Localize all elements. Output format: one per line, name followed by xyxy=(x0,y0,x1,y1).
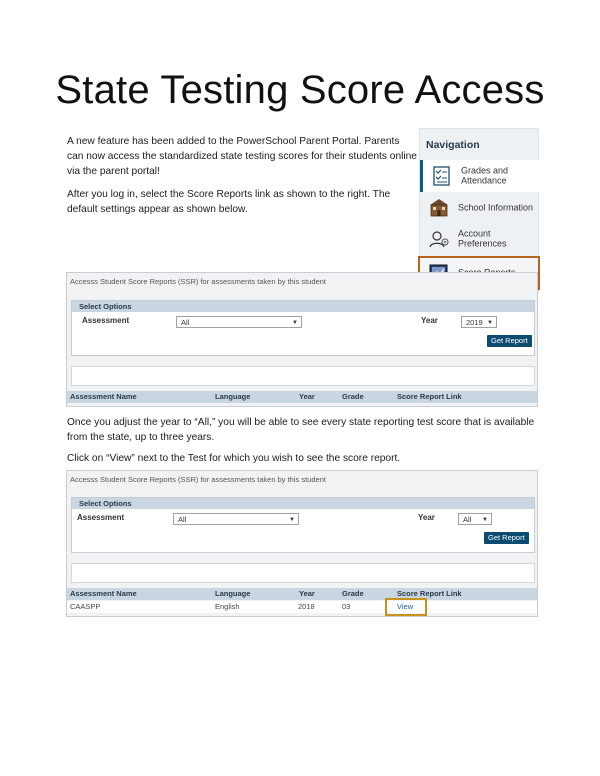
assessment-select-value: All xyxy=(178,515,187,524)
assessment-select[interactable] xyxy=(176,316,302,328)
results-spacer xyxy=(71,366,535,386)
chevron-down-icon: ▼ xyxy=(292,320,298,326)
cell-assessment-name: CAASPP xyxy=(70,602,101,611)
column-header-grade: Grade xyxy=(342,589,364,598)
nav-item-label: Grades and Attendance xyxy=(461,165,509,185)
intro-paragraph-1: A new feature has been added to the PowerSchool Parent Portal. Parents can now access the standardized state testing scores for their students online via the parent portal! xyxy=(67,136,417,178)
column-header-assessment-name: Assessment Name xyxy=(70,392,137,401)
year-label: Year xyxy=(421,316,438,325)
instructions-paragraph-2: Click on “View” next to the Test for which you wish to see the score report. xyxy=(67,453,401,465)
nav-item-label: School Information xyxy=(458,202,534,213)
results-table-header xyxy=(67,391,537,403)
navigation-title: Navigation xyxy=(426,139,480,151)
assessment-label: Assessment xyxy=(82,316,130,325)
get-report-button[interactable]: Get Report xyxy=(484,532,529,544)
column-header-year: Year xyxy=(299,589,315,598)
chevron-down-icon: ▼ xyxy=(487,320,493,326)
report-header: Accesss Student Score Reports (SSR) for assessments taken by this student xyxy=(70,475,326,484)
cell-language: English xyxy=(215,602,240,611)
intro-text xyxy=(67,134,417,224)
nav-item-label: Account Preferences xyxy=(458,228,507,248)
column-header-score-report-link: Score Report Link xyxy=(397,392,462,401)
select-options-heading: Select Options xyxy=(72,498,534,509)
column-header-grade: Grade xyxy=(342,392,364,401)
year-select[interactable] xyxy=(461,316,497,328)
select-options-box xyxy=(71,300,535,356)
view-link-highlight xyxy=(385,598,427,616)
score-report-panel-default xyxy=(66,272,538,407)
chevron-down-icon: ▼ xyxy=(482,517,488,523)
year-select-value: 2019 xyxy=(466,318,483,327)
column-header-score-report-link: Score Report Link xyxy=(397,589,462,598)
nav-item-account-preferences[interactable] xyxy=(420,223,538,255)
table-row xyxy=(67,601,537,613)
select-options-box xyxy=(71,497,535,553)
year-select[interactable] xyxy=(458,513,492,525)
assessment-label: Assessment xyxy=(77,513,125,522)
instructions-text xyxy=(67,415,537,473)
year-select-value: All xyxy=(463,515,472,524)
grades-icon xyxy=(431,165,453,187)
cell-grade: 03 xyxy=(342,602,351,611)
cell-year: 2018 xyxy=(298,602,315,611)
navigation-panel xyxy=(419,128,539,292)
page-title: State Testing Score Access xyxy=(55,68,545,112)
instructions-paragraph-1: Once you adjust the year to “All,” you will be able to see every state reporting test score that is available from the state, up to three years. xyxy=(67,417,535,444)
nav-item-grades-attendance[interactable] xyxy=(420,160,541,192)
nav-item-school-information[interactable] xyxy=(420,192,538,224)
account-icon xyxy=(428,228,450,250)
intro-paragraph-2: After you log in, select the Score Reports link as shown to the right. The default settings appear as shown below. xyxy=(67,188,391,215)
chevron-down-icon: ▼ xyxy=(289,517,295,523)
column-header-assessment-name: Assessment Name xyxy=(70,589,137,598)
year-label: Year xyxy=(418,513,435,522)
results-table-header xyxy=(67,588,537,600)
column-header-language: Language xyxy=(215,589,251,598)
get-report-button[interactable]: Get Report xyxy=(487,335,532,347)
column-header-year: Year xyxy=(299,392,315,401)
report-header: Accesss Student Score Reports (SSR) for assessments taken by this student xyxy=(70,277,326,286)
assessment-select[interactable] xyxy=(173,513,299,525)
select-options-heading: Select Options xyxy=(72,301,534,312)
results-spacer xyxy=(71,563,535,583)
view-score-report-link[interactable]: View xyxy=(397,602,414,611)
assessment-select-value: All xyxy=(181,318,190,327)
column-header-language: Language xyxy=(215,392,251,401)
score-report-panel-all-years xyxy=(66,470,538,617)
school-icon xyxy=(428,197,450,219)
